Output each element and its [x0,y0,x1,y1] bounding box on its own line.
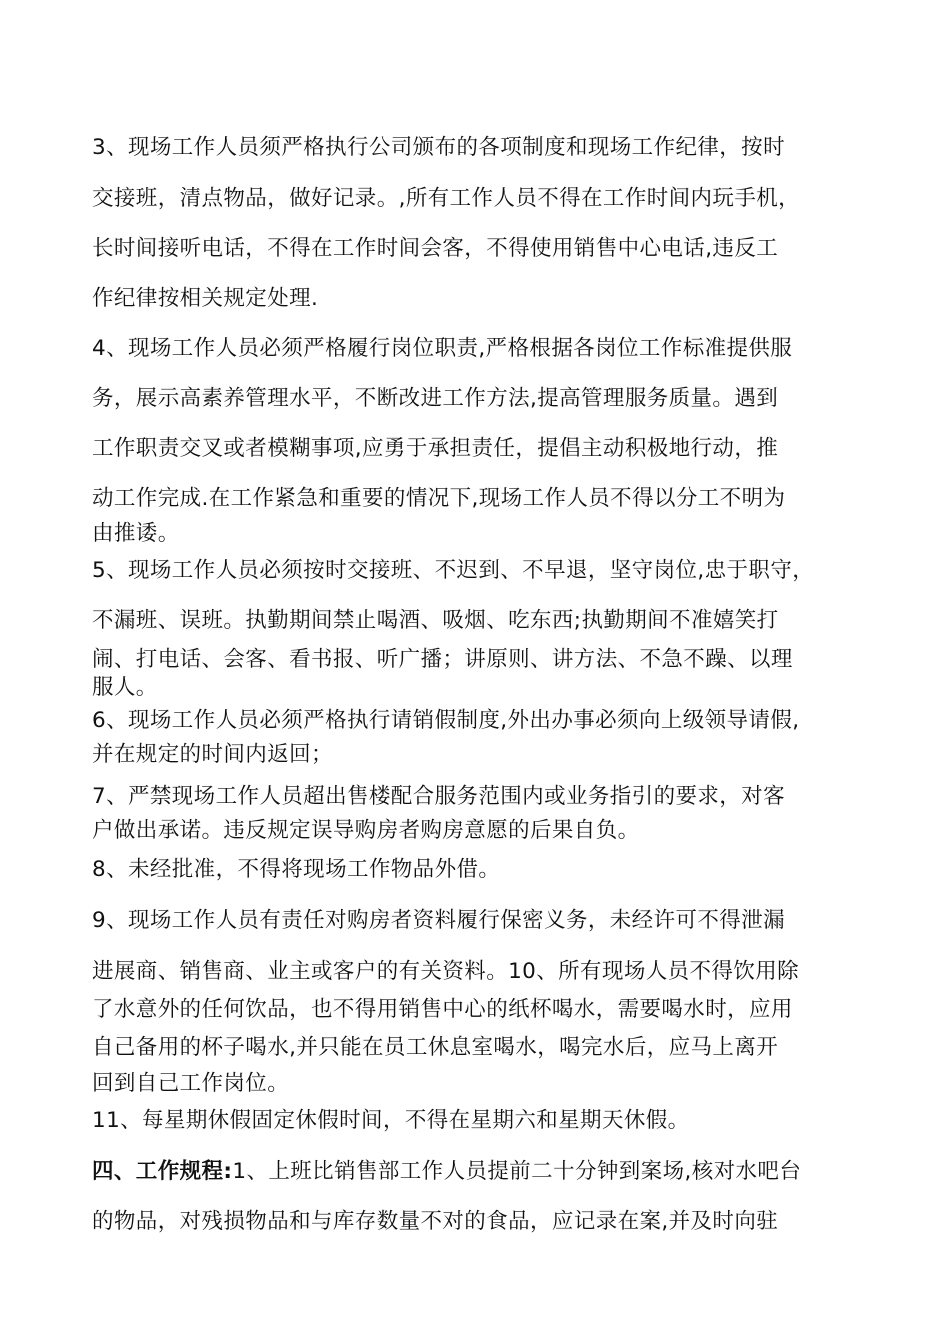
paragraph-line: 不漏班、误班。执勤期间禁止喝酒、吸烟、吃东西;执勤期间不准嬉笑打 [92,608,779,633]
paragraph-line: 闹、打电话、会客、看书报、听广播；讲原则、讲方法、不急不躁、以理 [92,647,793,672]
paragraph-line: 动工作完成.在工作紧急和重要的情况下,现场工作人员不得以分工不明为 [92,486,786,511]
paragraph-line: 户做出承诺。违反规定误导购房者购房意愿的后果自负。 [92,818,640,843]
paragraph-line: 回到自己工作岗位。 [92,1071,290,1096]
paragraph-line: 8、未经批准，不得将现场工作物品外借。 [92,857,501,882]
paragraph-line: 进展商、销售商、业主或客户的有关资料。10、所有现场人员不得饮用除 [92,959,800,984]
paragraph-line: 服人。 [92,675,158,700]
section-heading: 四、工作规程: [92,1159,233,1184]
section-text: 1、上班比销售部工作人员提前二十分钟到案场,核对水吧台 [232,1159,802,1184]
paragraph-line [92,1158,882,1186]
paragraph-line: 4、现场工作人员必须严格履行岗位职责,严格根据各岗位工作标准提供服 [92,336,793,361]
paragraph-line: 7、严禁现场工作人员超出售楼配合服务范围内或业务指引的要求，对客 [92,784,785,809]
paragraph-line: 6、现场工作人员必须严格执行请销假制度,外出办事必须向上级领导请假, [92,708,800,733]
paragraph-line: 11、每星期休假固定休假时间，不得在星期六和星期天休假。 [92,1108,690,1133]
paragraph-line: 5、现场工作人员必须按时交接班、不迟到、不早退，坚守岗位,忠于职守， [92,558,815,583]
paragraph-line: 工作职责交叉或者模糊事项,应勇于承担责任，提倡主动积极地行动，推 [92,436,779,461]
paragraph-line: 并在规定的时间内返回； [92,742,333,767]
paragraph-line: 作纪律按相关规定处理. [92,286,319,311]
paragraph-line: 的物品，对残损物品和与库存数量不对的食品，应记录在案,并及时向驻 [92,1209,779,1234]
paragraph-line: 了水意外的任何饮品，也不得用销售中心的纸杯喝水，需要喝水时，应用 [92,997,793,1022]
paragraph-line: 务，展示高素养管理水平，不断改进工作方法,提高管理服务质量。遇到 [92,386,779,411]
paragraph-line: 9、现场工作人员有责任对购房者资料履行保密义务，未经许可不得泄漏 [92,908,785,933]
paragraph-line: 长时间接听电话，不得在工作时间会客，不得使用销售中心电话,违反工 [92,236,779,261]
paragraph-line: 自己备用的杯子喝水,并只能在员工休息室喝水，喝完水后，应马上离开 [92,1035,779,1060]
paragraph-line: 由推诿。 [92,521,180,546]
paragraph-line: 交接班，清点物品，做好记录。,所有工作人员不得在工作时间内玩手机， [92,186,801,211]
paragraph-line: 3、现场工作人员须严格执行公司颁布的各项制度和现场工作纪律，按时 [92,135,785,160]
